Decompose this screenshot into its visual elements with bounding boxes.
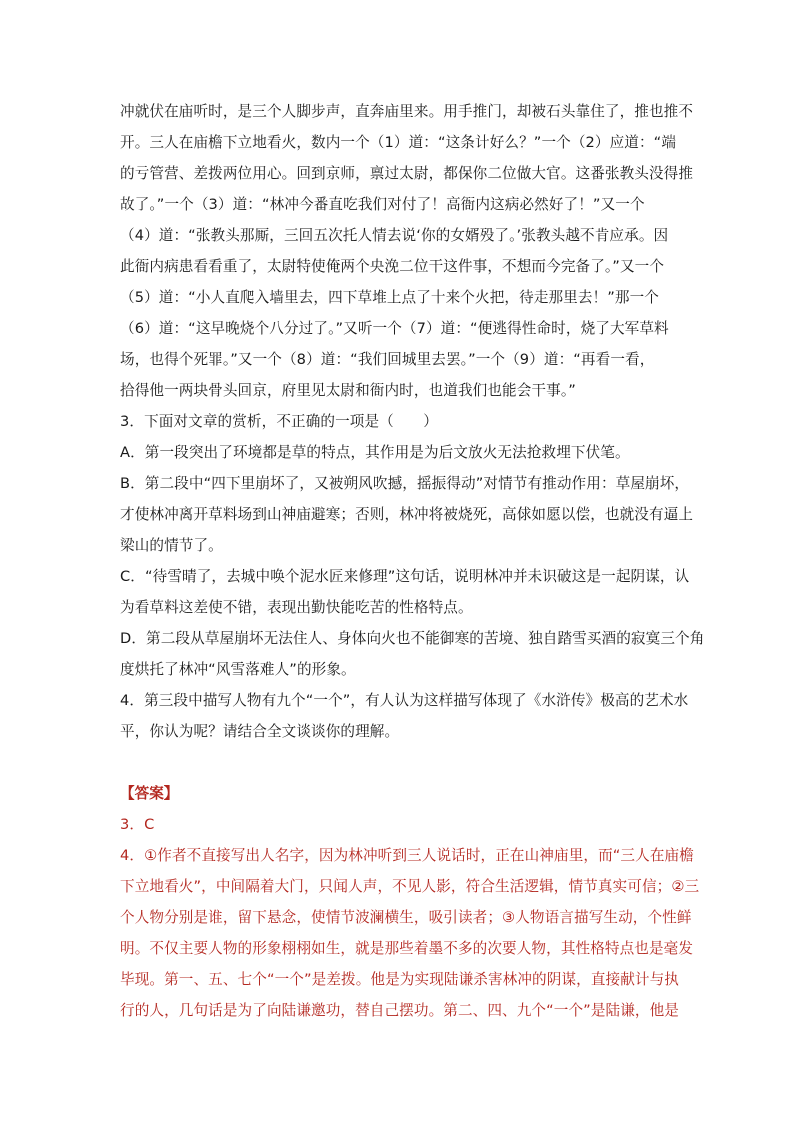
option-c: C．“待雪晴了，去城中唤个泥水匠来修理”这句话，说明林冲并未识破这是一起阴谋，认 (120, 568, 690, 585)
answer-q4-line: 4．①作者不直接写出人名字，因为林冲听到三人说话时，正在山神庙里，而“三人在庙檐 (120, 847, 694, 864)
answer-q4-line: 行的人，几句话是为了向陆谦邀功，替自己摆功。第二、四、九个“一个”是陆谦，他是 (120, 1002, 679, 1019)
option-d-cont: 度烘托了林冲“风雪落难人”的形象。 (120, 661, 356, 678)
answer-section (120, 778, 700, 1026)
question-4-line: 4．第三段中描写人物有九个“一个”，有人认为这样描写体现了《水浒传》极高的艺术水 (120, 692, 689, 709)
question-4 (120, 685, 689, 747)
answer-q4-line: 个人物分别是谁，留下悬念，使情节波澜横生，吸引读者；③人物语言描写生动，个性鲜 (120, 909, 692, 926)
passage-line: 故了。”一个（3）道：“林冲今番直吃我们对付了！高衙内这病必然好了！”又一个 (120, 196, 645, 213)
question-3 (120, 406, 705, 685)
passage-line: 此衙内病患看看重了，太尉特使俺两个央浼二位干这件事，不想而今完备了。”又一个 (120, 258, 665, 275)
option-d: D．第二段从草屋崩坏无法住人、身体向火也不能御寒的苦境、独自踏雪买酒的寂寞三个角 (120, 630, 705, 647)
passage-line: 开。三人在庙檐下立地看火，数内一个（1）道：“这条计好么？”一个（2）应道：“端 (120, 134, 677, 151)
option-b-cont: 梁山的情节了。 (120, 537, 223, 554)
passage-line: （5）道：“小人直爬入墙里去，四下草堆上点了十来个火把，待走那里去！”那一个 (120, 289, 659, 306)
passage-line: （6）道：“这早晚烧个八分过了。”又听一个（7）道：“便逃得性命时，烧了大军草料 (120, 320, 669, 337)
option-b: B．第二段中“四下里崩坏了，又被朔风吹撼，摇振得动”对情节有推动作用：草屋崩坏， (120, 475, 690, 492)
answer-q4-line: 毕现。第一、五、七个“一个”是差拨。他是为实现陆谦杀害林冲的阴谋，直接献计与执 (120, 971, 679, 988)
answer-q4-line: 明。不仅主要人物的形象栩栩如生，就是那些着墨不多的次要人物，其性格特点也是毫发 (120, 940, 694, 957)
answer-q3: 3．C (120, 816, 155, 833)
blank-space (120, 747, 680, 778)
passage-line: 场，也得个死罪。”又一个（8）道：“我们回城里去罢。”一个（9）道：“再看一看， (120, 351, 655, 368)
option-c-cont: 为看草料这差使不错，表现出勤快能吃苦的性格特点。 (120, 599, 473, 616)
answer-q4-line: 下立地看火”，中间隔着大门，只闻人声，不见人影，符合生活逻辑，情节真实可信；②三 (120, 878, 700, 895)
question-4-line: 平，你认为呢？请结合全文谈谈你的理解。 (120, 723, 400, 740)
option-a: A．第一段突出了环境都是草的特点，其作用是为后文放火无法抢救埋下伏笔。 (120, 444, 630, 461)
passage-line: 冲就伏在庙听时，是三个人脚步声，直奔庙里来。用手推门，却被石头靠住了，推也推不 (120, 103, 694, 120)
passage-line: （4）道：“张教头那厮，三回五次托人情去说‘你的女婿殁了。’张教头越不肯应承。因 (120, 227, 669, 244)
passage-line: 的亏管营、差拨两位用心。回到京师，禀过太尉，都保你二位做大官。这番张教头没得推 (120, 165, 694, 182)
passage (120, 96, 694, 406)
document-page (120, 96, 705, 1026)
option-b-cont: 才使林冲离开草料场到山神庙避寒；否则，林冲将被烧死，高俅如愿以偿，也就没有逼上 (120, 506, 694, 523)
answer-heading: 【答案】 (120, 785, 179, 802)
passage-line: 拾得他一两块骨头回京，府里见太尉和衙内时，也道我们也能会干事。” (120, 382, 576, 399)
question-3-stem: 3．下面对文章的赏析，不正确的一项是（ ） (120, 413, 438, 430)
